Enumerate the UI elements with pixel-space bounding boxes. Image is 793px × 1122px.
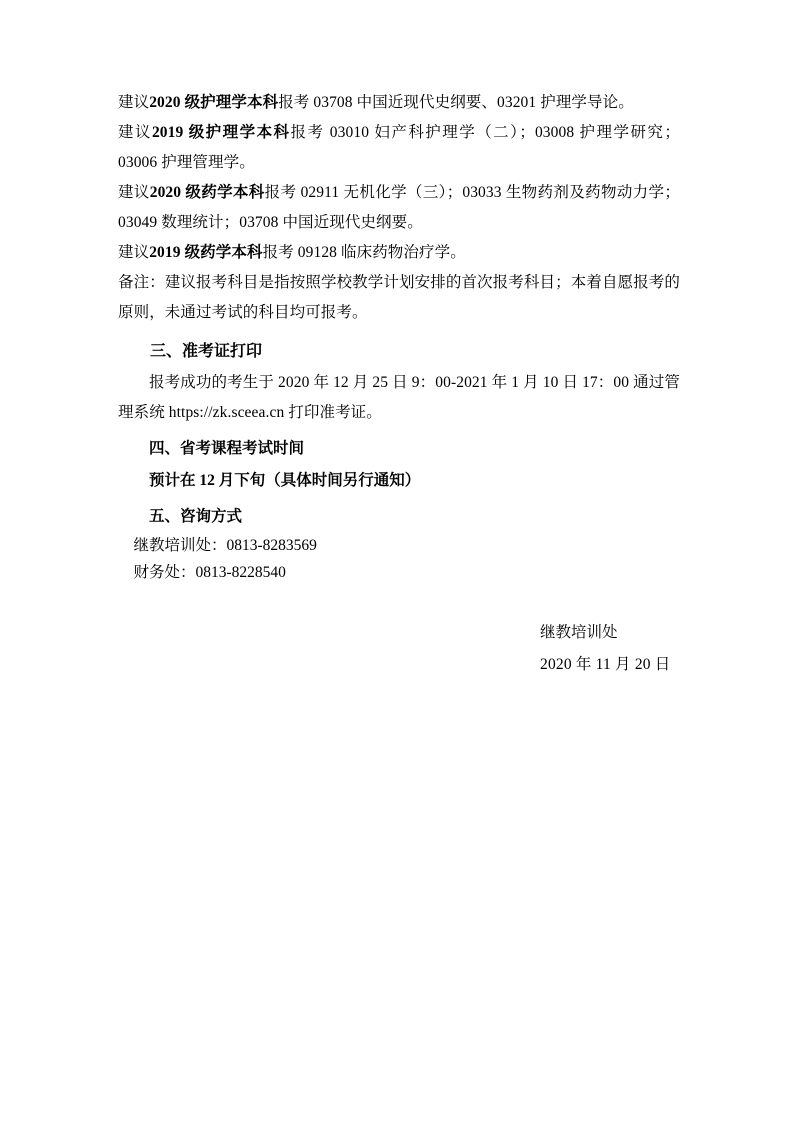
recommendation-line-4	[118, 238, 680, 268]
recommendation-line-2	[118, 118, 680, 178]
recommendation-strong-3: 2020 级药学本科	[149, 184, 265, 201]
recommendation-prefix-2: 建议	[118, 124, 152, 141]
recommendation-rest-1: 报考 03708 中国近现代史纲要、03201 护理学导论。	[278, 94, 634, 111]
section-heading-5: 五、咨询方式	[149, 508, 243, 525]
document-body	[118, 88, 680, 586]
recommendation-prefix-4: 建议	[118, 244, 150, 261]
section-heading-4: 四、省考课程考试时间	[149, 440, 305, 457]
section-body-4: 预计在 12 月下旬（具体时间另行通知）	[149, 472, 421, 489]
recommendation-rest-3: 报考 02911 无机化学（三）；03033 生物药剂及药物动力学；03049 数理统计；03708 中国近现代史纲要。	[118, 184, 680, 231]
contact-line-finance: 财务处：0813-8228540	[133, 564, 286, 581]
section-heading-3: 三、准考证打印	[150, 343, 263, 360]
signature-date: 2020 年 11 月 20 日	[540, 656, 671, 673]
contact-line-training: 继教培训处：0813-8283569	[133, 537, 317, 554]
recommendation-line-1	[118, 88, 680, 118]
section-body-3: 报考成功的考生于 2020 年 12 月 25 日 9：00-2021 年 1 月 10 日 17：00 通过管理系统 https://zk.sceea.cn 打印准考证。	[118, 374, 680, 421]
note-paragraph: 备注：建议报考科目是指按照学校教学计划安排的首次报考科目；本着自愿报考的原则，未通过考试的科目均可报考。	[118, 274, 680, 321]
recommendation-strong-1: 2020 级护理学本科	[149, 94, 279, 111]
recommendation-prefix-3: 建议	[118, 184, 150, 201]
recommendation-prefix-1: 建议	[118, 94, 150, 111]
signature-org: 继教培训处	[540, 624, 618, 641]
recommendation-line-3	[118, 178, 680, 238]
recommendation-strong-2: 2019 级护理学本科	[151, 124, 291, 141]
recommendation-strong-4: 2019 级药学本科	[149, 244, 263, 261]
signature-block	[540, 618, 680, 680]
recommendation-rest-2: 报考 03010 妇产科护理学（二）；03008 护理学研究； 03006 护理管理学。	[118, 124, 681, 171]
recommendation-rest-4: 报考 09128 临床药物治疗学。	[262, 244, 466, 261]
